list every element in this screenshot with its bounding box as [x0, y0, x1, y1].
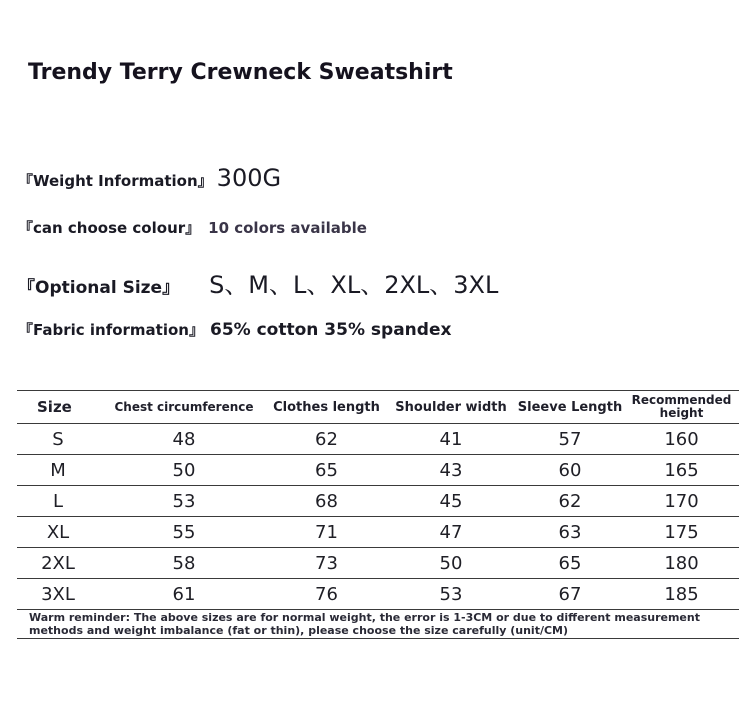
cell-shoulder-width: 53 [386, 579, 516, 610]
header-chest: Chest circumference [101, 391, 267, 424]
cell-sleeve-length: 62 [516, 486, 624, 517]
cell-chest: 61 [101, 579, 267, 610]
cell-shoulder-width: 50 [386, 548, 516, 579]
cell-size [17, 424, 101, 455]
cell-chest: 50 [101, 455, 267, 486]
cell-recommended-height: 185 [624, 579, 739, 610]
cell-sleeve-length: 65 [516, 548, 624, 579]
cell-recommended-height: 160 [624, 424, 739, 455]
table-note-row [17, 610, 739, 639]
product-title: Trendy Terry Crewneck Sweatshirt [28, 60, 453, 85]
size-cell-label: L [52, 490, 64, 512]
size-cell-label: 2XL [41, 552, 75, 574]
cell-size [17, 455, 101, 486]
cell-sleeve-length: 60 [516, 455, 624, 486]
cell-recommended-height: 170 [624, 486, 739, 517]
cell-clothes-length: 65 [267, 455, 386, 486]
header-recommended-height: Recommended height [624, 391, 739, 424]
table-header-row [17, 391, 739, 424]
cell-clothes-length: 62 [267, 424, 386, 455]
header-size: Size [17, 391, 101, 424]
colour-info-row [18, 217, 367, 238]
warm-reminder-note: Warm reminder: The above sizes are for normal weight, the error is 1-3CM or due to different measurement methods and weight imbalance (fat or thin), please choose the size carefully (unit/CM) [17, 610, 739, 639]
cell-clothes-length: 73 [267, 548, 386, 579]
table-row [17, 579, 739, 610]
cell-size [17, 517, 101, 548]
cell-recommended-height: 165 [624, 455, 739, 486]
cell-shoulder-width: 41 [386, 424, 516, 455]
cell-clothes-length: 68 [267, 486, 386, 517]
cell-chest: 53 [101, 486, 267, 517]
weight-value: 300G [216, 164, 282, 192]
size-info-row [18, 265, 498, 300]
table-row [17, 424, 739, 455]
size-cell-label: 3XL [41, 583, 75, 605]
size-label: 『Optional Size』 [18, 278, 180, 298]
size-cell-label: M [50, 459, 66, 481]
size-chart-table [17, 390, 739, 639]
weight-label: 『Weight Information』 [18, 172, 213, 190]
fabric-info-row [18, 319, 451, 340]
cell-size [17, 486, 101, 517]
cell-chest: 48 [101, 424, 267, 455]
size-cell-label: XL [46, 521, 70, 543]
cell-sleeve-length: 63 [516, 517, 624, 548]
cell-size [17, 548, 101, 579]
cell-sleeve-length: 67 [516, 579, 624, 610]
cell-chest: 58 [101, 548, 267, 579]
cell-shoulder-width: 47 [386, 517, 516, 548]
weight-info-row [18, 164, 281, 192]
fabric-value: 65% cotton 35% spandex [209, 320, 452, 340]
cell-recommended-height: 180 [624, 548, 739, 579]
cell-clothes-length: 76 [267, 579, 386, 610]
header-shoulder-width: Shoulder width [386, 391, 516, 424]
size-cell-label: S [52, 428, 64, 450]
size-value: S、M、L、XL、2XL、3XL [209, 271, 499, 299]
cell-clothes-length: 71 [267, 517, 386, 548]
colour-label: 『can choose colour』 [18, 219, 201, 237]
cell-recommended-height: 175 [624, 517, 739, 548]
table-row [17, 455, 739, 486]
cell-size [17, 579, 101, 610]
table-row [17, 548, 739, 579]
cell-shoulder-width: 43 [386, 455, 516, 486]
cell-chest: 55 [101, 517, 267, 548]
colour-value: 10 colors available [208, 219, 367, 237]
header-sleeve-length: Sleeve Length [516, 391, 624, 424]
fabric-label: 『Fabric information』 [18, 321, 204, 339]
header-clothes-length: Clothes length [267, 391, 386, 424]
table-row [17, 517, 739, 548]
cell-shoulder-width: 45 [386, 486, 516, 517]
cell-sleeve-length: 57 [516, 424, 624, 455]
table-row [17, 486, 739, 517]
